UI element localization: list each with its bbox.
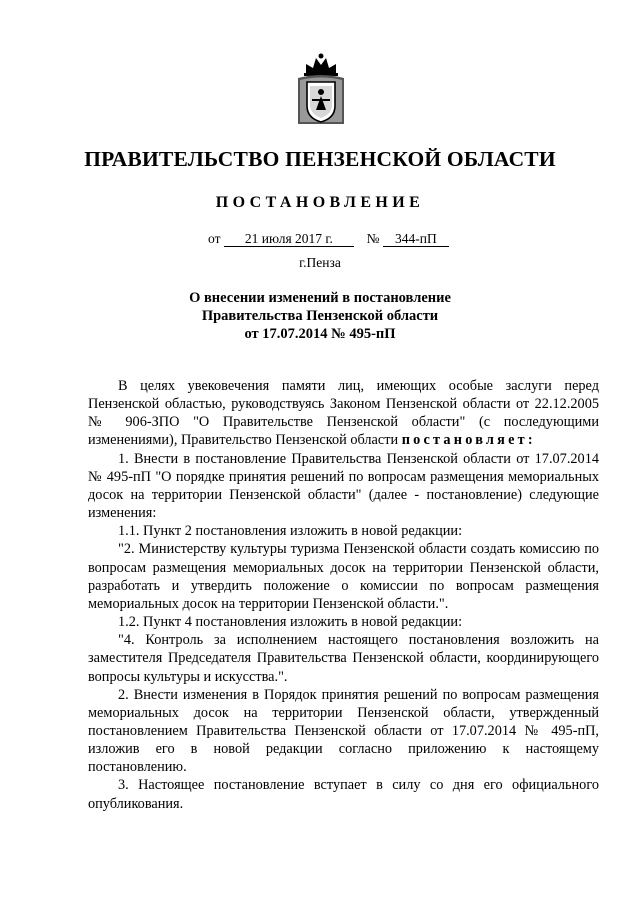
date-prefix: от <box>208 231 221 246</box>
date-value: 21 июля 2017 г. <box>224 231 354 247</box>
subject-line-2: Правительства Пензенской области <box>201 308 439 324</box>
paragraph-1-1-text: "2. Министерству культуры туризма Пензенской области создать комиссию по вопросам размещения мемориальных досок на территории Пензенской области, разработать и утвердить положение о комиссии по вопросам размещения мемориальных досок на территории Пензенской области.". <box>88 541 599 612</box>
subject-line-3: от 17.07.2014 № 495-пП <box>244 326 396 342</box>
number-value: 344-пП <box>383 231 449 247</box>
paragraph-1-1: 1.1. Пункт 2 постановления изложить в новой редакции: <box>118 523 463 540</box>
date-number-line <box>208 231 449 247</box>
paragraph-2: 2. Внести изменения в Порядок принятия решений по вопросам размещения мемориальных досок на территории Пензенской области, утвержденный постановлением Правительства Пензенской области от 17.07.2014 № 495-пП, изложив его в новой редакции согласно приложению к настоящему постановлению. <box>88 686 599 776</box>
document-subject <box>0 289 640 343</box>
document-body <box>88 377 599 813</box>
subject-line-1: О внесении изменений в постановление <box>189 290 451 306</box>
preamble-paragraph <box>88 377 599 450</box>
preamble-text: В целях увековечения памяти лиц, имеющих особые заслуги перед Пензенской областью, руководствуясь Законом Пензенской области от 22.12.2005 № 906-ЗПО "О Правительстве Пензенской области" (с последующими изменениями), Правительство Пензенской области <box>88 378 599 449</box>
paragraph-3: 3. Настоящее постановление вступает в силу со дня его официального опубликования. <box>88 777 599 812</box>
document-type: ПОСТАНОВЛЕНИЕ <box>215 194 425 211</box>
resolves-word: постановляет: <box>401 432 536 449</box>
paragraph-1-2-text: "4. Контроль за исполнением настоящего постановления возложить на заместителя Председателя Правительства Пензенской области, координирующего вопросы культуры и искусства.". <box>88 632 599 685</box>
city: г.Пенза <box>299 255 341 270</box>
number-prefix: № <box>366 231 380 246</box>
government-name: ПРАВИТЕЛЬСТВО ПЕНЗЕНСКОЙ ОБЛАСТИ <box>84 147 556 171</box>
paragraph-1-2: 1.2. Пункт 4 постановления изложить в новой редакции: <box>118 614 463 631</box>
paragraph-1: 1. Внести в постановление Правительства Пензенской области от 17.07.2014 № 495-пП "О порядке принятия решений по вопросам размещения мемориальных досок на территории Пензенской области" (далее - постановление) следующие изменения: <box>88 450 599 522</box>
coat-of-arms-icon <box>294 52 348 126</box>
